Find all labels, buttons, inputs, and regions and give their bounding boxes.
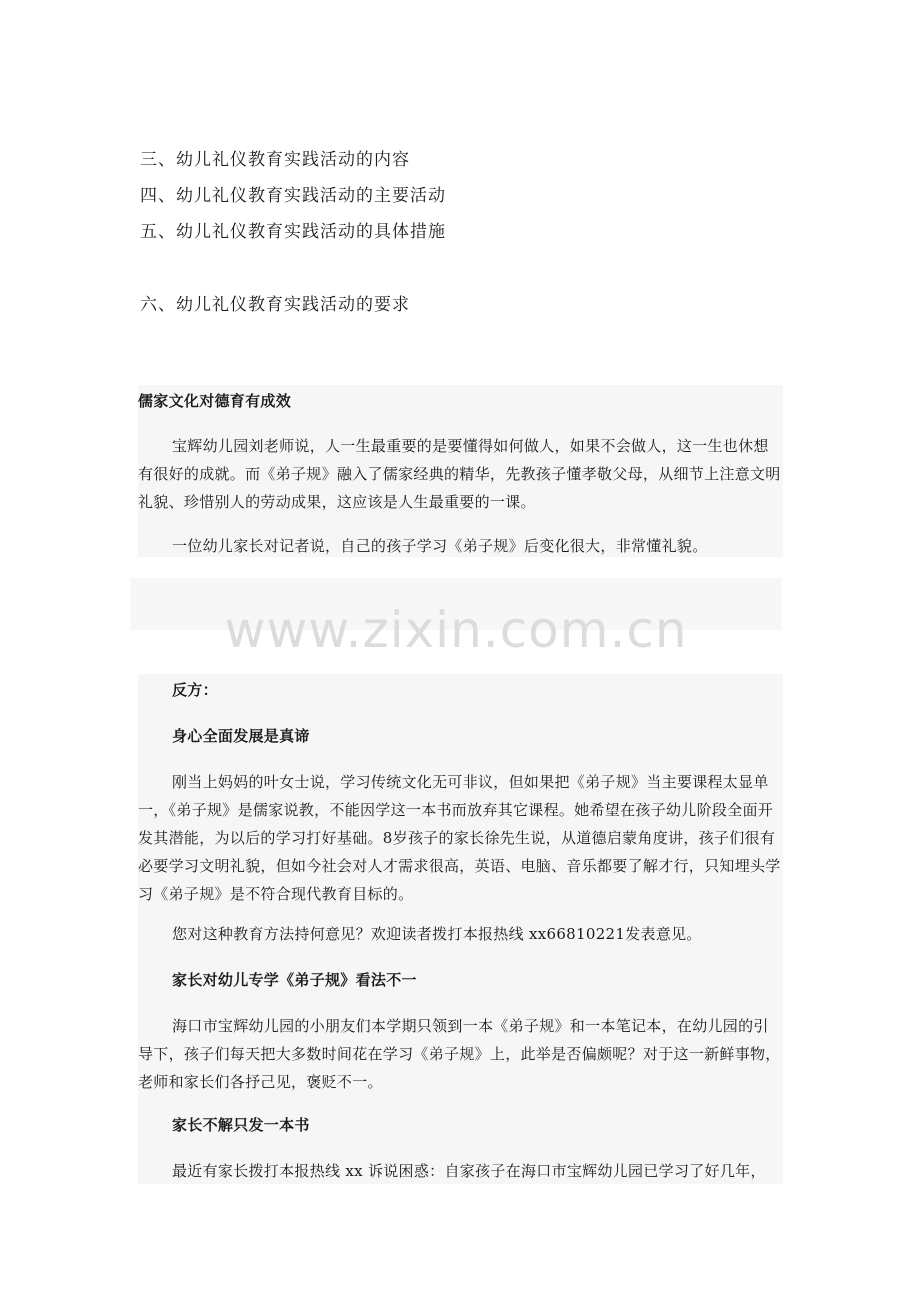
outline-item-3: 三、幼儿礼仪教育实践活动的内容 bbox=[140, 150, 410, 170]
con-paragraph-3: 海口市宝辉幼儿园的小朋友们本学期只领到一本《弟子规》和一本笔记本，在幼儿园的引导下，孩子们每天把大多数时间花在学习《弟子规》上，此举是否偏颇呢？对于这一新鲜事物，老师和家长们各抒己见，褒贬不一。 bbox=[138, 1017, 781, 1091]
pro-paragraph-1: 宝辉幼儿园刘老师说，人一生最重要的是要懂得如何做人，如果不会做人，这一生也休想有很好的成就。而《弟子规》融入了儒家经典的精华，先教孩子懂孝敬父母，从细节上注意文明礼貌、珍惜别人的劳动成果，这应该是人生最重要的一课。 bbox=[138, 437, 781, 511]
outline-item-6: 六、幼儿礼仪教育实践活动的要求 bbox=[140, 295, 410, 315]
outline-item-4: 四、幼儿礼仪教育实践活动的主要活动 bbox=[140, 186, 446, 206]
con-heading-2: 家长对幼儿专学《弟子规》看法不一 bbox=[172, 971, 417, 989]
pro-paragraph-2: 一位幼儿家长对记者说，自己的孩子学习《弟子规》后变化很大，非常懂礼貌。 bbox=[172, 537, 708, 555]
con-label: 反方： bbox=[172, 681, 218, 699]
con-heading: 身心全面发展是真谛 bbox=[172, 727, 310, 745]
pro-heading: 儒家文化对德育有成效 bbox=[138, 392, 292, 410]
con-heading-3: 家长不解只发一本书 bbox=[172, 1116, 310, 1134]
con-paragraph-1: 刚当上妈妈的叶女士说，学习传统文化无可非议，但如果把《弟子规》当主要课程太显单一，《弟子规》是儒家说教，不能因学这一本书而放弃其它课程。她希望在孩子幼儿阶段全面开发其潜能，为以后的学习打好基础。8岁孩子的家长徐先生说，从道德启蒙角度讲，孩子们很有必要学习文明礼貌，但如今社会对人才需求很高，英语、电脑、音乐都要了解才行，只知埋头学习《弟子规》是不符合现代教育目标的。 bbox=[138, 773, 781, 903]
con-paragraph-2: 您对这种教育方法持何意见？欢迎读者拨打本报热线 xx66810221发表意见。 bbox=[172, 925, 702, 943]
outline-item-5: 五、幼儿礼仪教育实践活动的具体措施 bbox=[140, 222, 446, 242]
con-paragraph-4: 最近有家长拨打本报热线 xx 诉说困惑：自家孩子在海口市宝辉幼儿园已学习了好几年， bbox=[172, 1162, 766, 1180]
watermark: www.zixin.com.cn bbox=[224, 601, 688, 659]
